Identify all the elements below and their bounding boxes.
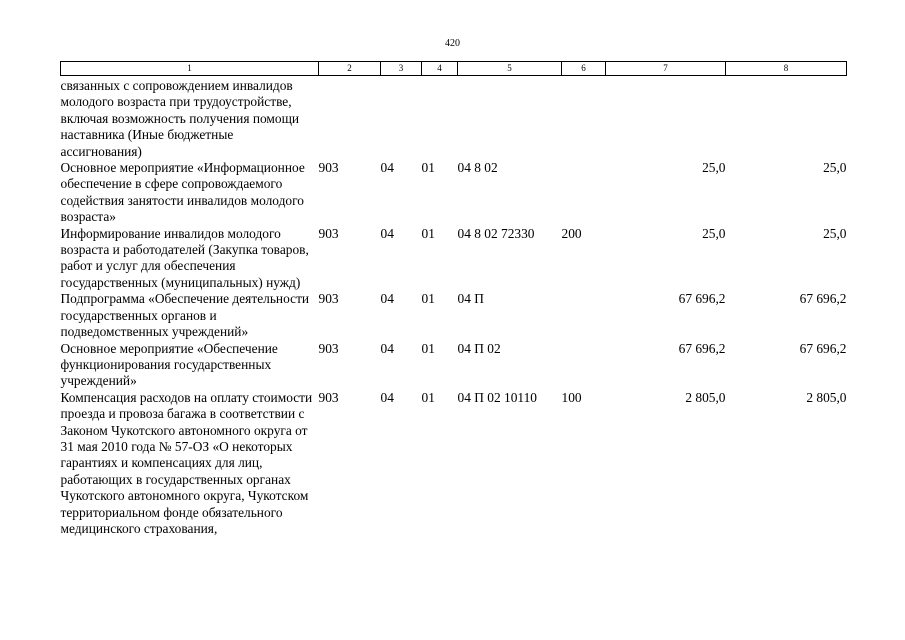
header-col-2: 2: [319, 62, 381, 76]
cell-name: Основное мероприятие «Обеспечение функционирования государственных учреждений»: [60, 340, 278, 389]
cell-subsection: 01: [421, 389, 435, 405]
header-col-8: 8: [726, 62, 847, 76]
table-header: [61, 62, 847, 76]
cell-amount-2: 67 696,2: [799, 340, 847, 356]
header-row: [61, 62, 847, 76]
cell-target: 04 П 02: [457, 340, 501, 356]
cell-amount-2: [726, 78, 847, 160]
cell-name: Подпрограмма «Обеспечение деятельности государственных органов и подведомственных учреждений»: [60, 291, 310, 340]
table-row: [61, 291, 847, 340]
header-col-5: 5: [458, 62, 562, 76]
header-col-4: 4: [422, 62, 458, 76]
cell-admin: 903: [318, 340, 339, 356]
cell-amount-1: 25,0: [702, 160, 726, 176]
budget-table: [60, 61, 847, 537]
cell-amount-2: 67 696,2: [799, 291, 847, 307]
cell-expense: [562, 291, 606, 340]
cell-subsection: [422, 78, 458, 160]
cell-expense: [562, 341, 606, 390]
cell-target: [458, 78, 562, 160]
cell-target: 04 8 02: [457, 160, 498, 176]
cell-section: 04: [380, 340, 394, 356]
header-col-1: 1: [61, 62, 319, 76]
cell-amount-1: 67 696,2: [678, 291, 726, 307]
header-col-6: 6: [562, 62, 606, 76]
header-col-3: 3: [381, 62, 422, 76]
cell-section: 04: [380, 225, 394, 241]
cell-target: 04 8 02 72330: [457, 225, 535, 241]
page-number: 420: [445, 38, 460, 49]
cell-name: Основное мероприятие «Информационное обеспечение в сфере сопровождаемого содействия занятости инвалидов молодого возраста»: [60, 160, 305, 225]
cell-expense: 100: [561, 389, 582, 405]
table-body: [61, 76, 847, 538]
cell-expense: [562, 160, 606, 226]
cell-section: [381, 78, 422, 160]
cell-name: связанных с сопровождением инвалидов молодого возраста при трудоустройстве, включая возможность получения помощи наставника (Иные бюджетные ассигнования): [60, 78, 300, 159]
cell-amount-2: 25,0: [823, 160, 847, 176]
cell-amount-2: 25,0: [823, 225, 847, 241]
cell-target: 04 П 02 10110: [457, 389, 537, 405]
table-row: [61, 341, 847, 390]
cell-name: Компенсация расходов на оплату стоимости проезда и провоза багажа в соответствии с Законом Чукотского автономного округа от 31 мая 2010 года № 57-ОЗ «О некоторых гарантиях и компенсациях для лиц, работающих в государственных органах Чукотского автономного округа, Чукотском территориальном фонде обязательного медицинского страхования,: [60, 389, 313, 536]
cell-subsection: 01: [421, 340, 435, 356]
cell-admin: 903: [318, 160, 339, 176]
cell-subsection: 01: [421, 291, 435, 307]
table-row: [61, 160, 847, 226]
cell-expense: [562, 78, 606, 160]
cell-section: 04: [380, 160, 394, 176]
table-row: [61, 226, 847, 292]
cell-admin: 903: [318, 225, 339, 241]
cell-subsection: 01: [421, 160, 435, 176]
table-row: [61, 78, 847, 160]
header-col-7: 7: [606, 62, 726, 76]
cell-expense: 200: [561, 225, 582, 241]
cell-admin: 903: [318, 389, 339, 405]
cell-admin: 903: [318, 291, 339, 307]
cell-amount-1: [606, 78, 726, 160]
cell-section: 04: [380, 291, 394, 307]
cell-amount-1: 67 696,2: [678, 340, 726, 356]
cell-amount-1: 25,0: [702, 225, 726, 241]
cell-name: Информирование инвалидов молодого возраста и работодателей (Закупка товаров, работ и услуг для обеспечения государственных (муниципальных) нужд): [60, 225, 309, 290]
cell-admin: [319, 78, 381, 160]
cell-amount-2: 2 805,0: [806, 389, 847, 405]
cell-subsection: 01: [421, 225, 435, 241]
cell-amount-1: 2 805,0: [685, 389, 726, 405]
cell-section: 04: [380, 389, 394, 405]
cell-target: 04 П: [457, 291, 484, 307]
table-row: [61, 390, 847, 538]
